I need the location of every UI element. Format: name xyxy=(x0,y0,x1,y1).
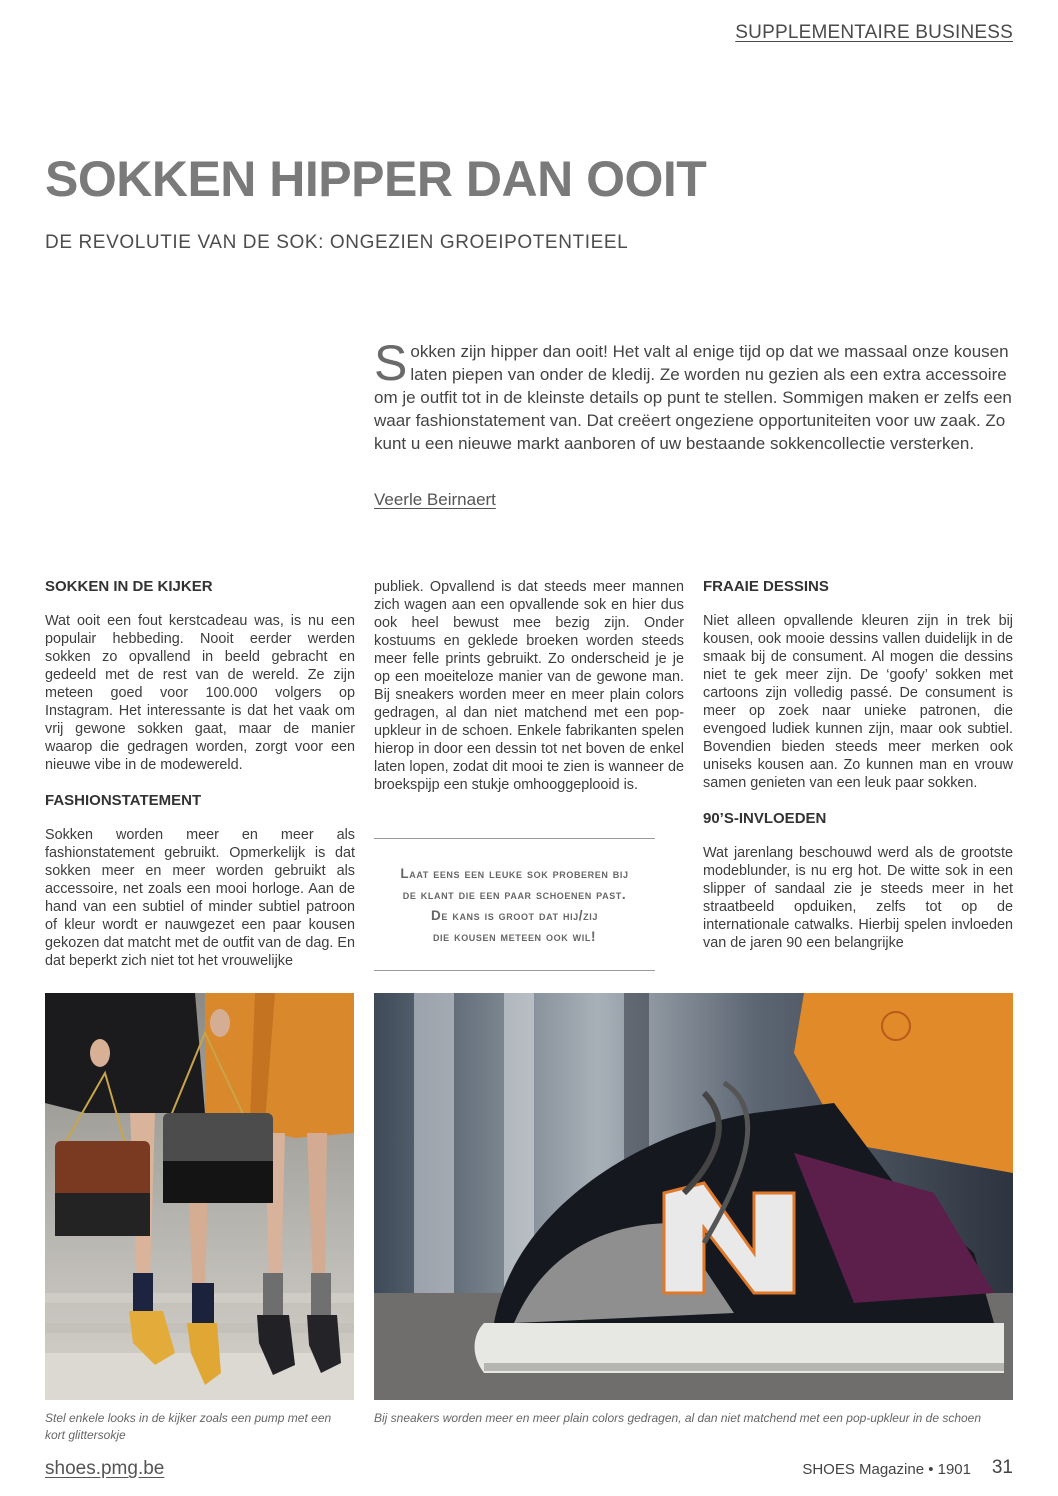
heading-fraaie-dessins: FRAAIE DESSINS xyxy=(703,578,829,595)
section-tag[interactable]: SUPPLEMENTAIRE BUSINESS xyxy=(735,22,1013,43)
intro-text: okken zijn hipper dan ooit! Het valt al enige tijd op dat we massaal onze kousen laten piepen van onder de kledij. Ze worden nu gezien als een extra accessoire om je outfit tot in de kleinste details op punt te stellen. Sommigen maken er zelfs een waar fashionstatement van. Dat creëert ongeziene opportuniteiten voor uw zaak. Zo kunt u een nieuwe markt aanboren of uw bestaande sokkencollectie versterken. xyxy=(374,342,1012,453)
author-link[interactable]: Veerle Beirnaert xyxy=(374,490,496,509)
intro-paragraph xyxy=(374,335,1014,455)
pull-quote-line: Laat eens een leuke sok proberen bij xyxy=(400,865,629,881)
heading-fashionstatement: FASHIONSTATEMENT xyxy=(45,792,202,809)
paragraph-continued: publiek. Opvallend is dat steeds meer mannen zich wagen aan een opvallende sok en hier dus ook heel bewust mee bezig zijn. Onder kostuums en geklede broeken worden steeds meer felle prints gebruikt. Zo onderscheid je je op een moeiteloze manier van de gewone man. Bij sneakers worden meer en meer plain colors gedragen, al dan niet matchend met een pop-upkleur in de schoen. Enkele fabrikanten spelen hierop in door een dessin tot net boven de enkel laten lopen, zodat dit mooi te zien is wanneer de broekspijp een stukje omhooggeplooid is. xyxy=(374,579,684,793)
paragraph-fashionstatement: Sokken worden meer en meer als fashionstatement gebruikt. Opmerkelijk is dat sokken meer en meer worden gebruikt als accessoire, net zoals een mooi horloge. Aan de hand van een subtiel of minder subtiel patroon of kleur wordt er nauwgezet een paar kousen gekozen dat matcht met de outfit van de dag. En dat beperkt zich niet tot het vrouwelijke xyxy=(45,827,355,969)
pull-quote-line: De kans is groot dat hij/zij xyxy=(431,907,598,923)
magazine-issue: SHOES Magazine • 1901 xyxy=(802,1461,971,1478)
paragraph-90s-invloeden: Wat jarenlang beschouwd werd als de grootste modeblunder, is nu erg hot. De witte sok in een slipper of sandaal zie je steeds meer in het straatbeeld opduiken, zelfs tot op de internationale catwalks. Hierbij spelen invloeden van de jaren 90 een belangrijke xyxy=(703,845,1013,951)
column-2 xyxy=(374,578,684,794)
article-subtitle: DE REVOLUTIE VAN DE SOK: ONGEZIEN GROEIPOTENTIEEL xyxy=(45,232,629,253)
pull-quote-line: de klant die een paar schoenen past. xyxy=(402,886,627,902)
photo-sneaker xyxy=(374,993,1013,1400)
heading-90s-invloeden: 90’S-INVLOEDEN xyxy=(703,810,827,827)
caption-photo-1: Stel enkele looks in de kijker zoals een pump met een kort glittersokje xyxy=(45,1411,332,1442)
column-3 xyxy=(703,578,1013,952)
pull-quote-line: die kousen meteen ook wil! xyxy=(432,928,597,944)
website-link[interactable]: shoes.pmg.be xyxy=(45,1458,165,1479)
photo-socks-and-handbags xyxy=(45,993,354,1400)
article-title: SOKKEN HIPPER DAN OOIT xyxy=(45,151,707,207)
pull-quote xyxy=(374,838,655,971)
caption-photo-2: Bij sneakers worden meer en meer plain colors gedragen, al dan niet matchend met een pop-upkleur in de schoen xyxy=(374,1411,982,1425)
heading-sokken-in-de-kijker: SOKKEN IN DE KIJKER xyxy=(45,578,213,595)
paragraph-fraaie-dessins: Niet alleen opvallende kleuren zijn in trek bij kousen, ook mooie dessins vallen duidelijk in de smaak bij de consument. Al mogen die dessins niet te gek meer zijn. De ‘goofy’ sokken met cartoons zijn volledig passé. De consument is meer op zoek naar unieke patronen, die evengoed ludiek kunnen zijn, maar ook subtiel. Bovendien bieden steeds meer merken ook uniseks kousen aan. Zo kunnen man en vrouw samen genieten van een leuk paar sokken. xyxy=(703,613,1013,791)
paragraph-sokken-in-de-kijker: Wat ooit een fout kerstcadeau was, is nu een populair hebbeding. Nooit eerder werden sokken zo opvallend in beeld gebracht en gedeeld met de rest van de wereld. Ze zijn meteen goed voor 100.000 volgers op Instagram. Het interessante is dat het vaak om vrij gewone sokken gaat, maar de manier waarop die gedragen worden, zorgt voor een nieuwe vibe in de modewereld. xyxy=(45,613,355,773)
column-1 xyxy=(45,578,355,970)
page-number: 31 xyxy=(991,1457,1013,1478)
intro-dropcap: S xyxy=(374,335,408,391)
